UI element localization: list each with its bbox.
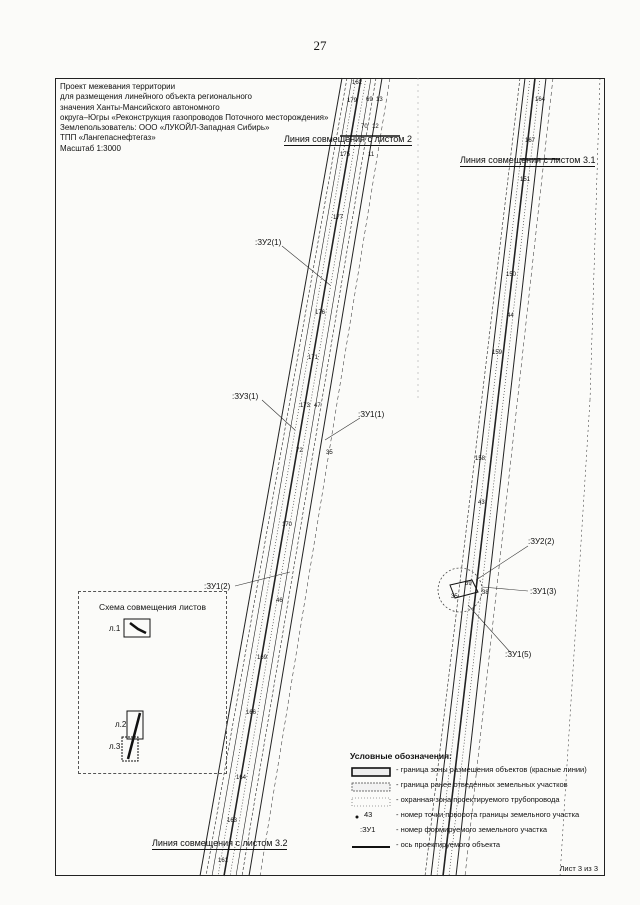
legend-item-text: - охранная зона проектируемого трубопровода [396,795,560,804]
corridor-line [590,78,600,400]
point-number: 159 [492,350,503,356]
point-number: 162 [352,80,363,86]
scheme-sheet-3-label: л.3 [109,742,121,751]
legend-title: Условные обозначения: [350,751,452,761]
legend-item [350,794,590,809]
scheme-title: Схема совмещения листов [98,602,207,612]
point-number: 69 [366,97,373,103]
leader-line [235,572,290,586]
point-number: 171 [308,355,319,361]
point-number: 151 [520,177,531,183]
point-number: 161 [218,858,229,864]
legend-item [350,764,590,779]
plot-label: :ЗУ1(3) [530,587,557,596]
point-number: 35 [326,450,333,456]
plot-label: :ЗУ2(2) [528,537,555,546]
corridor-line [230,78,366,876]
sheet-layout-scheme [78,591,227,774]
legend-item [350,839,590,854]
header-line: для размещения линейного объекта регионального [60,92,252,102]
corridor-line [206,78,347,876]
legend-item-text: - граница зоны размещения объектов (красные линии) [396,765,587,774]
plot-label: :ЗУ3(1) [232,392,259,401]
match-line-sheet31: Линия совмещения с листом 3.1 [460,155,596,165]
point-number: 43 [478,500,485,506]
point-number: 175 [340,152,351,158]
point-number: 176 [315,310,326,316]
point-number: 13 [376,97,383,103]
corridor-line [218,78,356,876]
point-number: 164 [535,97,546,103]
point-number: 47 [314,403,321,409]
point-number: 164 [236,775,247,781]
plot-label: :ЗУ1(2) [204,582,231,591]
plot-label: :ЗУ2(1) [255,238,282,247]
point-number: 35 [451,594,458,600]
point-number: 70 [361,124,368,130]
point-number: 11 [368,152,375,158]
leader-line [476,546,528,580]
scheme-sheet-2-label: л.2 [115,720,127,729]
scheme-sheet-1-label: л.1 [109,624,121,633]
legend [350,751,590,854]
corridor-line [212,78,352,876]
header-line: значения Ханты-Мансийского автономного [60,102,220,112]
header-line: Землепользователь: ООО «ЛУКОЙЛ-Западная Сибирь» [60,123,270,133]
page-number: 27 [313,38,327,53]
legend-item-text: - граница ранее отведенных земельных участков [396,780,568,789]
legend-item [350,824,590,839]
sheet-number: Лист 3 из 3 [559,864,598,873]
legend-plot-example: :ЗУ1 [360,825,376,834]
point-number: 72 [296,448,303,454]
point-number: 12 [372,124,379,130]
leader-line [325,418,360,440]
leader-line [468,605,510,652]
header-line: Масштаб 1:3000 [60,143,121,153]
point-number: 166 [246,710,257,716]
point-number: 39 [465,581,472,587]
point-number: 44 [507,313,514,319]
point-number: 158 [475,456,486,462]
header-line: округа–Югры «Реконструкция газопроводов Поточного месторождения» [60,112,329,122]
point-number: 173 [300,403,311,409]
point-number: 46 [276,598,283,604]
match-line-sheet32: Линия совмещения с листом 3.2 [152,838,288,848]
legend-item [350,809,590,824]
leader-line [262,400,295,430]
legend-point-example: 43 [364,810,373,819]
point-number: 38 [482,590,489,596]
legend-item-text: - номер формируемого земельного участка [396,825,548,834]
plot-label: :ЗУ1(5) [505,650,532,659]
point-number: 150 [506,272,517,278]
legend-item-text: - номер точки поворота границы земельного участка [396,810,580,819]
point-number: 167 [525,138,536,144]
point-number: 179 [347,98,358,104]
plot-label: :ЗУ1(1) [358,410,385,419]
point-number: 170 [282,522,293,528]
legend-item-text: - ось проектируемого объекта [396,840,501,849]
legend-item [350,779,590,794]
header-line: ТПП «Лангепаснефтегаз» [60,133,156,143]
point-number: 177 [333,215,344,221]
point-number: 169 [257,655,268,661]
corridor-line [224,78,361,876]
match-line-sheet2: Линия совмещения с листом 2 [284,134,412,144]
point-number: 163 [227,818,238,824]
header-line: Проект межевания территории [60,82,176,91]
